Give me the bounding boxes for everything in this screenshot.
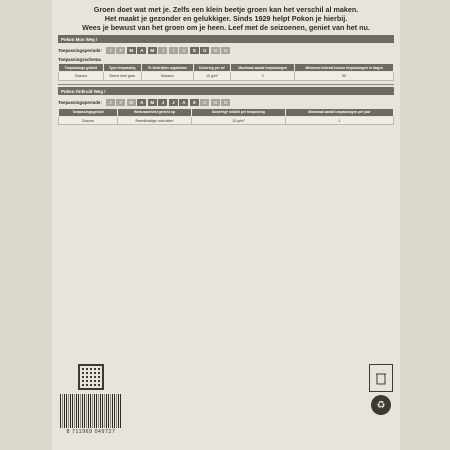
month-3-cell: M <box>127 47 136 54</box>
table-cell: 20 g/m² <box>192 116 286 124</box>
table-header-cell: Maximaal aantal toepassingen <box>231 64 295 72</box>
dose-table-1 <box>58 63 394 80</box>
period-label: Toepassingsperiode: <box>58 47 102 53</box>
table-cell: Gazons <box>59 116 118 124</box>
table-cell: 2 <box>231 72 295 80</box>
table-header-cell: Te bestrijden organisme <box>141 64 194 72</box>
table-header-row <box>59 108 394 116</box>
month-2-cell: F <box>116 99 125 106</box>
footer-text <box>129 364 363 435</box>
slogan-line-1: Groen doet wat met je. Zelfs een klein beetje groen kan het verschil al maken. <box>93 5 359 14</box>
month-11-cell: N <box>211 47 220 54</box>
recycle-area <box>368 364 394 435</box>
table-row <box>59 116 394 124</box>
month-3-cell: M <box>127 99 136 106</box>
bin-icon <box>374 371 388 385</box>
table-header-cell: Toepassings-gebied <box>59 64 104 72</box>
table-cell: 90 <box>295 72 394 80</box>
table-cell: Gazons <box>59 72 104 80</box>
product-1-heading: Pokon Mos Weg ! <box>58 35 394 42</box>
qr-code-icon <box>78 364 104 390</box>
month-calendar <box>106 99 231 106</box>
table-header-cell: Dosering* middel per toepassing <box>192 108 286 116</box>
table-row <box>59 72 394 80</box>
month-12-cell: D <box>221 99 230 106</box>
table-header-cell: Maximaal aantal toepassingen per jaar <box>285 108 393 116</box>
product-2-period <box>58 99 394 106</box>
month-10-cell: O <box>200 47 209 54</box>
month-6-cell: J <box>158 99 167 106</box>
brand-slogan <box>58 6 394 32</box>
table-cell: Breed heel gras <box>103 72 141 80</box>
product-1-period <box>58 47 394 54</box>
month-12-cell: D <box>221 47 230 54</box>
table-header-cell: Toepassingsgebied <box>59 108 118 116</box>
table-header-cell: Minimum interval tussen toepassingen in dagen <box>295 64 394 72</box>
table-header-cell: Dosering per m² <box>194 64 231 72</box>
month-11-cell: N <box>211 99 220 106</box>
dose-table-title: Toepassingsschema <box>58 56 101 62</box>
month-9-cell: S <box>190 99 199 106</box>
month-5-cell: M <box>148 99 157 106</box>
month-8-cell: A <box>179 99 188 106</box>
label-panel <box>52 0 400 450</box>
disposal-icon <box>369 364 393 392</box>
slogan-line-3: Wees je bewust van het groen om je heen. Leef met de seizoenen, geniet van het nu. <box>82 22 370 32</box>
label-footer <box>58 364 394 435</box>
recycle-icon: ♻ <box>371 395 391 415</box>
table-header-cell: Werkzaamheid gericht op <box>117 108 191 116</box>
table-cell: Breedbladige onkruiden <box>117 116 191 124</box>
divider <box>58 84 394 85</box>
month-1-cell: J <box>106 47 115 54</box>
table-cell: Mossen <box>141 72 194 80</box>
table-cell: 15 g/m² <box>194 72 231 80</box>
month-calendar <box>106 47 231 54</box>
month-6-cell: J <box>158 47 167 54</box>
month-5-cell: M <box>148 47 157 54</box>
barcode-area <box>58 364 124 435</box>
table-header-row <box>59 64 394 72</box>
dose-table-2 <box>58 108 394 125</box>
month-10-cell: O <box>200 99 209 106</box>
period-label: Toepassingsperiode: <box>58 99 102 105</box>
month-7-cell: J <box>169 47 178 54</box>
month-9-cell: S <box>190 47 199 54</box>
table-cell: 1 <box>285 116 393 124</box>
ean-number: 8 711969 049727 <box>66 429 116 435</box>
month-7-cell: J <box>169 99 178 106</box>
month-8-cell: A <box>179 47 188 54</box>
slogan-line-2: Het maakt je gezonder en gelukkiger. Sinds 1929 helpt Pokon je hierbij. <box>104 13 348 23</box>
barcode-icon <box>60 394 122 428</box>
month-4-cell: A <box>137 47 146 54</box>
table-header-cell: Type toepassing <box>103 64 141 72</box>
month-2-cell: F <box>116 47 125 54</box>
month-1-cell: J <box>106 99 115 106</box>
month-4-cell: A <box>137 99 146 106</box>
product-2-heading: Pokon Onkruid Weg ! <box>58 87 394 94</box>
